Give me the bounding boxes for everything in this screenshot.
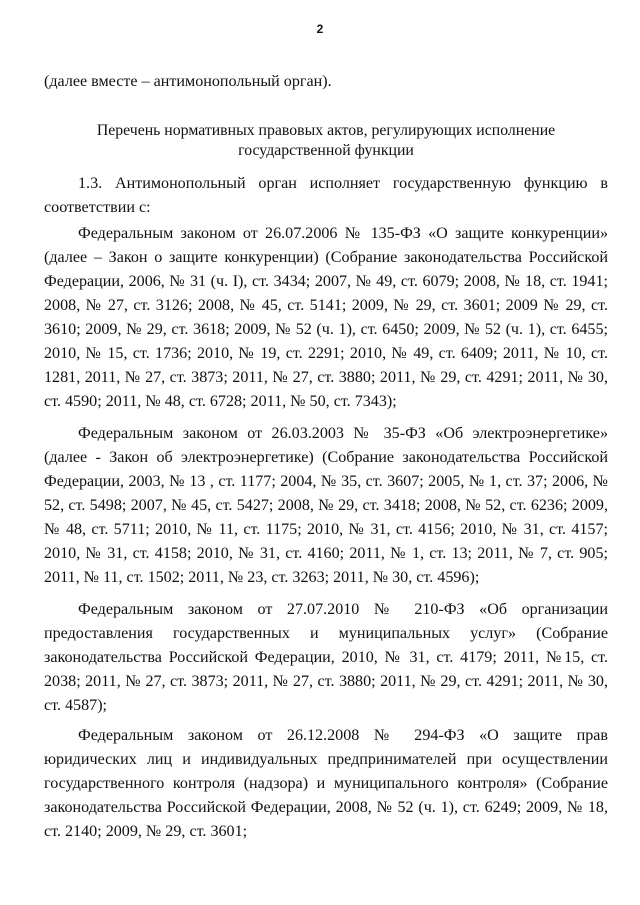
section-heading-line-1: Перечень нормативных правовых актов, регулирующих исполнение [96, 122, 556, 139]
law-paragraph-control-rights: Федеральным законом от 26.12.2008 № 294-ФЗ «О защите прав юридических лиц и индивидуальных предпринимателей при осуществлении государственного контроля (надзора) и муниципального контроля» (Собрание законодательства Российской Федерации, 2008, № 52 (ч. 1), ст. 6249; 2009, № 18, ст. 2140; 2009, № 29, ст. 3601; [44, 727, 608, 840]
law-paragraph-public-services: Федеральным законом от 27.07.2010 № 210-ФЗ «Об организации предоставления государственных и муниципальных услуг» (Собрание законодательства Российской Федерации, 2010, № 31, ст. 4179; 2011, №15, ст. 2038; 2011, № 27, ст. 3873; 2011, № 27, ст. 3880; 2011, № 29, ст. 4291; 2011, № 30, ст. 4587); [44, 601, 608, 714]
document-body [44, 70, 608, 844]
page-number: 2 [316, 22, 324, 36]
clause-1-3: 1.3. Антимонопольный орган исполняет государственную функцию в соответствии с: [44, 175, 608, 216]
continuation-line: (далее вместе – антимонопольный орган). [44, 73, 332, 90]
section-heading-line-2: государственной функции [238, 142, 414, 159]
law-paragraph-electricity: Федеральным законом от 26.03.2003 № 35-ФЗ «Об электроэнергетике» (далее - Закон об электроэнергетике) (Собрание законодательства Российской Федерации, 2003, № 13 , ст. 1177; 2004, № 35, ст. 3607; 2005, № 1, ст. 37; 2006, № 52, ст. 5498; 2007, № 45, ст. 5427; 2008, № 29, ст. 3418; 2008, № 52, ст. 6236; 2009, № 48, ст. 5711; 2010, № 11, ст. 1175; 2010, № 31, ст. 4156; 2010, № 31, ст. 4157; 2010, № 31, ст. 4158; 2010, № 31, ст. 4160; 2011, № 1, ст. 13; 2011, № 7, ст. 905; 2011, № 11, ст. 1502; 2011, № 23, ст. 3263; 2011, № 30, ст. 4596); [44, 425, 608, 586]
law-paragraph-competition: Федеральным законом от 26.07.2006 № 135-ФЗ «О защите конкуренции» (далее – Закон о защите конкуренции) (Собрание законодательства Российской Федерации, 2006, № 31 (ч. I), ст. 3434; 2007, № 49, ст. 6079; 2008, № 18, ст. 1941; 2008, № 27, ст. 3126; 2008, № 45, ст. 5141; 2009, № 29, ст. 3601; 2009 № 29, ст. 3610; 2009, № 29, ст. 3618; 2009, № 52 (ч. 1), ст. 6450; 2009, № 52 (ч. 1), ст. 6455; 2010, № 15, ст. 1736; 2010, № 19, ст. 2291; 2010, № 49, ст. 6409; 2011, № 10, ст. 1281, 2011, № 27, ст. 3873; 2011, № 27, ст. 3880; 2011, № 29, ст. 4291; 2011, № 30, ст. 4590; 2011, № 48, ст. 6728; 2011, № 50, ст. 7343); [44, 225, 608, 410]
section-heading [44, 121, 608, 161]
